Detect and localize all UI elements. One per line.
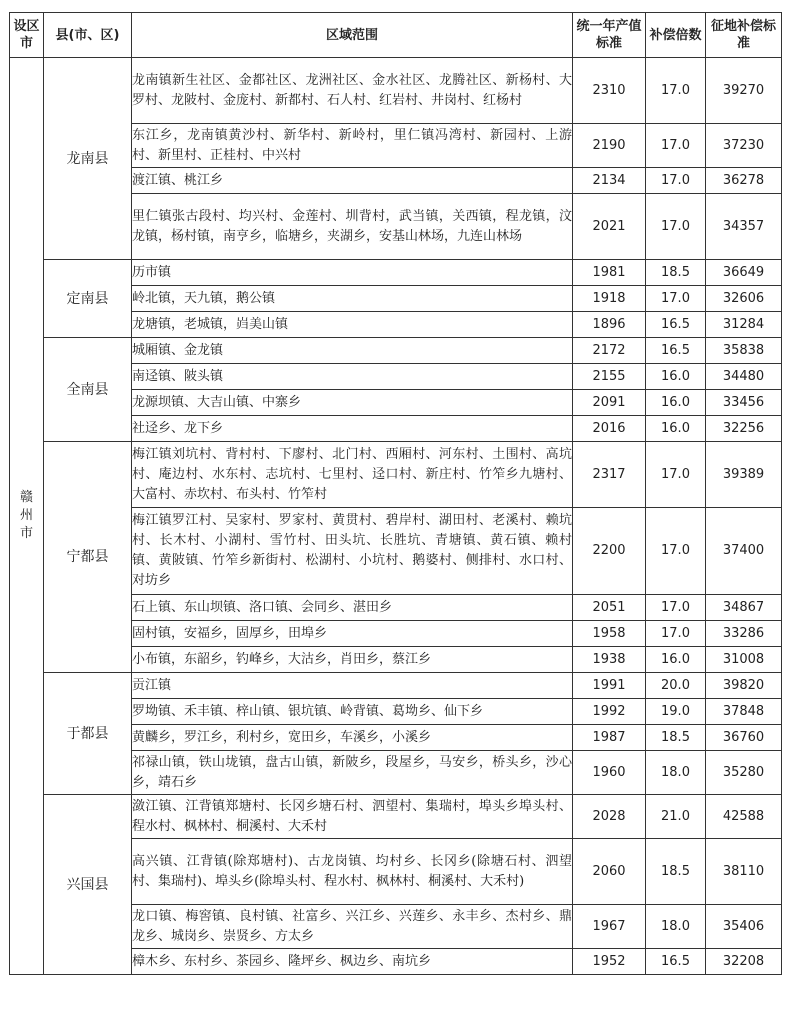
compensation-table	[9, 12, 782, 975]
area-cell: 小布镇，东韶乡，钓峰乡，大沽乡，肖田乡，蔡江乡	[132, 647, 573, 673]
value-cell: 2016	[573, 416, 646, 442]
area-cell: 渡江镇、桃江乡	[132, 168, 573, 194]
county-name: 兴国县	[44, 795, 132, 975]
county-name: 龙南县	[44, 58, 132, 260]
area-cell: 历市镇	[132, 260, 573, 286]
comp-cell: 35280	[706, 751, 782, 795]
multiple-cell: 17.0	[646, 442, 706, 508]
comp-cell: 37848	[706, 699, 782, 725]
area-cell: 社迳乡、龙下乡	[132, 416, 573, 442]
area-cell: 南迳镇、陂头镇	[132, 364, 573, 390]
multiple-cell: 17.0	[646, 58, 706, 124]
value-cell: 2317	[573, 442, 646, 508]
value-cell: 2172	[573, 338, 646, 364]
value-cell: 2155	[573, 364, 646, 390]
comp-cell: 36760	[706, 725, 782, 751]
area-cell: 岭北镇，天九镇，鹅公镇	[132, 286, 573, 312]
header-area: 区域范围	[132, 13, 573, 58]
value-cell: 2060	[573, 839, 646, 905]
multiple-cell: 16.5	[646, 338, 706, 364]
area-cell: 梅江镇刘坑村、背村村、下廖村、北门村、西厢村、河东村、土围村、高坑村、庵边村、水东村、志坑村、七里村、迳口村、新庄村、竹笮乡九塘村、大富村、赤坎村、布头村、竹笮村	[132, 442, 573, 508]
value-cell: 2028	[573, 795, 646, 839]
multiple-cell: 17.0	[646, 194, 706, 260]
value-cell: 1992	[573, 699, 646, 725]
city-name: 赣州市	[19, 490, 33, 541]
comp-cell: 38110	[706, 839, 782, 905]
comp-cell: 34867	[706, 595, 782, 621]
value-cell: 1967	[573, 905, 646, 949]
value-cell: 1987	[573, 725, 646, 751]
value-cell: 2190	[573, 124, 646, 168]
area-cell: 梅江镇罗江村、吴家村、罗家村、黄贯村、碧岸村、湖田村、老溪村、赖坑村、长木村、小湖村、雪竹村、田头坑、长胜坑、青塘镇、黄石镇、赖村镇、黄陂镇、竹笮乡新街村、松湖村、小坑村、鹅婆村、侧排村、水口村、对坊乡	[132, 508, 573, 595]
area-cell: 固村镇，安福乡，固厚乡，田埠乡	[132, 621, 573, 647]
value-cell: 1918	[573, 286, 646, 312]
comp-cell: 39389	[706, 442, 782, 508]
area-cell: 东江乡，龙南镇黄沙村、新华村、新岭村，里仁镇冯湾村、新园村、上游村、新里村、正桂村、中兴村	[132, 124, 573, 168]
table-row	[10, 795, 782, 839]
table-row	[10, 673, 782, 699]
area-cell: 龙源坝镇、大吉山镇、中寨乡	[132, 390, 573, 416]
table-row	[10, 442, 782, 508]
comp-cell: 34357	[706, 194, 782, 260]
comp-cell: 36649	[706, 260, 782, 286]
header-county: 县(市、区)	[44, 13, 132, 58]
multiple-cell: 19.0	[646, 699, 706, 725]
multiple-cell: 17.0	[646, 124, 706, 168]
header-comp: 征地补偿标准	[706, 13, 782, 58]
comp-cell: 32208	[706, 949, 782, 975]
table-row	[10, 260, 782, 286]
header-row	[10, 13, 782, 58]
value-cell: 2134	[573, 168, 646, 194]
header-value: 统一年产值标准	[573, 13, 646, 58]
value-cell: 1938	[573, 647, 646, 673]
value-cell: 1981	[573, 260, 646, 286]
area-cell: 城厢镇、金龙镇	[132, 338, 573, 364]
table-row	[10, 338, 782, 364]
comp-cell: 39270	[706, 58, 782, 124]
comp-cell: 35406	[706, 905, 782, 949]
comp-cell: 36278	[706, 168, 782, 194]
multiple-cell: 20.0	[646, 673, 706, 699]
comp-cell: 39820	[706, 673, 782, 699]
area-cell: 贡江镇	[132, 673, 573, 699]
comp-cell: 37230	[706, 124, 782, 168]
county-name: 定南县	[44, 260, 132, 338]
multiple-cell: 18.5	[646, 260, 706, 286]
value-cell: 2200	[573, 508, 646, 595]
multiple-cell: 16.0	[646, 364, 706, 390]
comp-cell: 31008	[706, 647, 782, 673]
area-cell: 樟木乡、东村乡、茶园乡、隆坪乡、枫边乡、南坑乡	[132, 949, 573, 975]
area-cell: 龙口镇、梅窖镇、良村镇、社富乡、兴江乡、兴莲乡、永丰乡、杰村乡、鼎龙乡、城岗乡、崇贤乡、方太乡	[132, 905, 573, 949]
comp-cell: 42588	[706, 795, 782, 839]
value-cell: 2310	[573, 58, 646, 124]
city-cell	[10, 58, 44, 975]
area-cell: 龙塘镇，老城镇，岿美山镇	[132, 312, 573, 338]
area-cell: 黄麟乡，罗江乡，利村乡，宽田乡，车溪乡，小溪乡	[132, 725, 573, 751]
multiple-cell: 18.5	[646, 725, 706, 751]
area-cell: 潋江镇、江背镇郑塘村、长冈乡塘石村、泗望村、集瑞村，埠头乡埠头村、程水村、枫林村、桐溪村、大禾村	[132, 795, 573, 839]
multiple-cell: 17.0	[646, 508, 706, 595]
multiple-cell: 16.0	[646, 416, 706, 442]
table-row	[10, 58, 782, 124]
comp-cell: 32256	[706, 416, 782, 442]
value-cell: 1958	[573, 621, 646, 647]
county-name: 全南县	[44, 338, 132, 442]
header-multiple: 补偿倍数	[646, 13, 706, 58]
multiple-cell: 16.0	[646, 647, 706, 673]
comp-cell: 37400	[706, 508, 782, 595]
multiple-cell: 17.0	[646, 595, 706, 621]
multiple-cell: 17.0	[646, 168, 706, 194]
comp-cell: 34480	[706, 364, 782, 390]
area-cell: 祁禄山镇，铁山垅镇，盘古山镇，新陂乡，段屋乡，马安乡，桥头乡，沙心乡，靖石乡	[132, 751, 573, 795]
value-cell: 1896	[573, 312, 646, 338]
header-city: 设区市	[10, 13, 44, 58]
comp-cell: 31284	[706, 312, 782, 338]
comp-cell: 33456	[706, 390, 782, 416]
value-cell: 1960	[573, 751, 646, 795]
multiple-cell: 16.0	[646, 390, 706, 416]
multiple-cell: 18.5	[646, 839, 706, 905]
value-cell: 2091	[573, 390, 646, 416]
county-name: 于都县	[44, 673, 132, 795]
area-cell: 罗坳镇、禾丰镇、梓山镇、银坑镇、岭背镇、葛坳乡、仙下乡	[132, 699, 573, 725]
area-cell: 石上镇、东山坝镇、洛口镇、会同乡、湛田乡	[132, 595, 573, 621]
multiple-cell: 21.0	[646, 795, 706, 839]
multiple-cell: 16.5	[646, 949, 706, 975]
area-cell: 龙南镇新生社区、金都社区、龙洲社区、金水社区、龙腾社区、新杨村、大罗村、龙陂村、金庞村、新都村、石人村、红岩村、井岗村、红杨村	[132, 58, 573, 124]
value-cell: 1991	[573, 673, 646, 699]
value-cell: 1952	[573, 949, 646, 975]
multiple-cell: 18.0	[646, 751, 706, 795]
comp-cell: 35838	[706, 338, 782, 364]
multiple-cell: 18.0	[646, 905, 706, 949]
county-name: 宁都县	[44, 442, 132, 673]
multiple-cell: 17.0	[646, 286, 706, 312]
multiple-cell: 16.5	[646, 312, 706, 338]
value-cell: 2021	[573, 194, 646, 260]
multiple-cell: 17.0	[646, 621, 706, 647]
comp-cell: 33286	[706, 621, 782, 647]
comp-cell: 32606	[706, 286, 782, 312]
area-cell: 高兴镇、江背镇(除郑塘村)、古龙岗镇、均村乡、长冈乡(除塘石村、泗望村、集瑞村)、埠头乡(除埠头村、程水村、枫林村、桐溪村、大禾村)	[132, 839, 573, 905]
value-cell: 2051	[573, 595, 646, 621]
area-cell: 里仁镇张古段村、均兴村、金莲村、圳背村，武当镇，关西镇，程龙镇，汶龙镇，杨村镇，南亨乡，临塘乡，夹湖乡，安基山林场，九连山林场	[132, 194, 573, 260]
